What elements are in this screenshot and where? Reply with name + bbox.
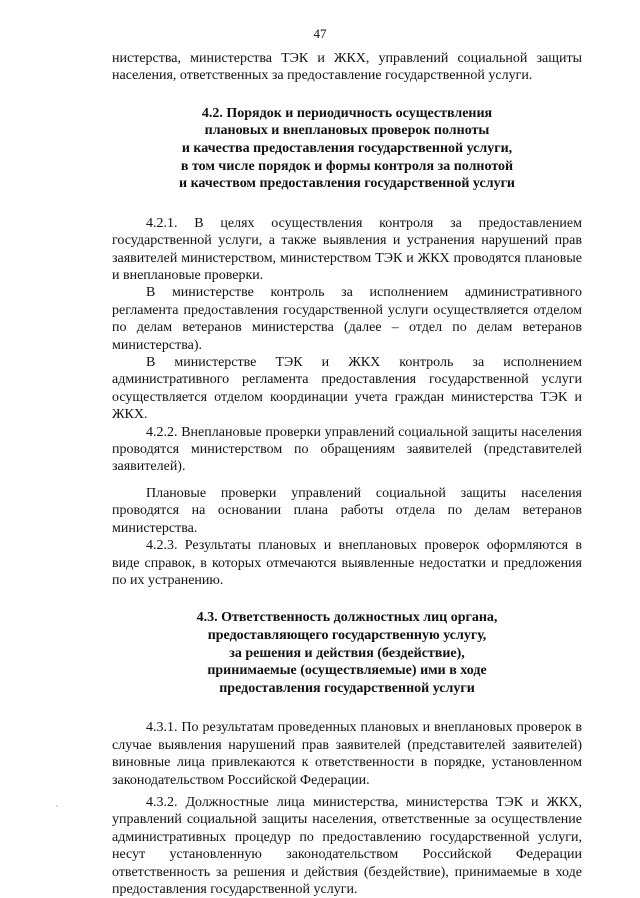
heading-line: предоставляющего государственную услугу, — [207, 627, 487, 643]
heading-line: 4.2. Порядок и периодичность осуществления — [201, 105, 493, 121]
heading-line: предоставления государственной услуги — [219, 680, 475, 696]
paragraph-planned-checks: Плановые проверки управлений социальной защиты населения проводятся на основании плана работы отдела по делам ветеранов министерства. — [112, 485, 582, 536]
section-4-3-heading — [112, 609, 582, 697]
paragraph-4-3-2: 4.3.2. Должностные лица министерства, министерства ТЭК и ЖКХ, управлений социальной защиты населения, ответственные за осуществление административных процедур по предоставлению государственной услуги, несут установленную законодательством Российской Федерации ответственность за решения и действия (бездействие), принимаемые в ходе предоставления государственной услуги. — [112, 794, 582, 897]
heading-line: плановых и внеплановых проверок полноты — [204, 123, 490, 139]
paragraph-ministry-control: В министерстве контроль за исполнением административного регламента предоставления государственной услуги осуществляется отделом по делам ветеранов министерства (далее – отдел по делам ветеранов министерства). — [112, 285, 582, 353]
document-body — [112, 50, 582, 898]
paragraph-4-2-1: 4.2.1. В целях осуществления контроля за предоставлением государственной услуги, а также выявления и устранения нарушений прав заявителей министерством, министерством ТЭК и ЖКХ проводятся плановые и внеплановые проверки. — [112, 215, 582, 283]
heading-line: в том числе порядок и формы контроля за полнотой — [180, 158, 514, 174]
paragraph-4-3-1: 4.3.1. По результатам проведенных плановых и внеплановых проверок в случае выявления нарушений прав заявителей (представителей заявителей) виновные лица привлекаются к ответственности в порядке, установленном законодательством Российской Федерации. — [112, 720, 582, 788]
section-4-2-heading — [112, 105, 582, 193]
heading-line: и качеством предоставления государственной услуги — [179, 176, 515, 192]
scan-speck — [56, 805, 58, 807]
page-number: 47 — [313, 26, 327, 41]
paragraph-tek-control: В министерстве ТЭК и ЖКХ контроль за исполнением административного регламента предоставления государственной услуги осуществляется отделом координации учета граждан министерства ТЭК и ЖКХ. — [112, 355, 582, 423]
heading-line: и качества предоставления государственной услуги, — [181, 141, 513, 156]
heading-line: 4.3. Ответственность должностных лиц органа, — [196, 610, 498, 626]
paragraph-4-2-2: 4.2.2. Внеплановые проверки управлений социальной защиты населения проводятся министерством по обращениям заявителей (представителей заявителей). — [112, 424, 582, 475]
paragraph-4-2-3: 4.2.3. Результаты плановых и внеплановых проверок оформляются в виде справок, в которых отмечаются выявленные недостатки и предложения по их устранению. — [112, 538, 582, 588]
heading-line: за решения и действия (бездействие), — [229, 645, 465, 661]
intro-paragraph: нистерства, министерства ТЭК и ЖКХ, управлений социальной защиты населения, ответственных за предоставление государственной услуги. — [112, 51, 582, 84]
heading-line: принимаемые (осуществляемые) ими в ходе — [207, 663, 487, 679]
